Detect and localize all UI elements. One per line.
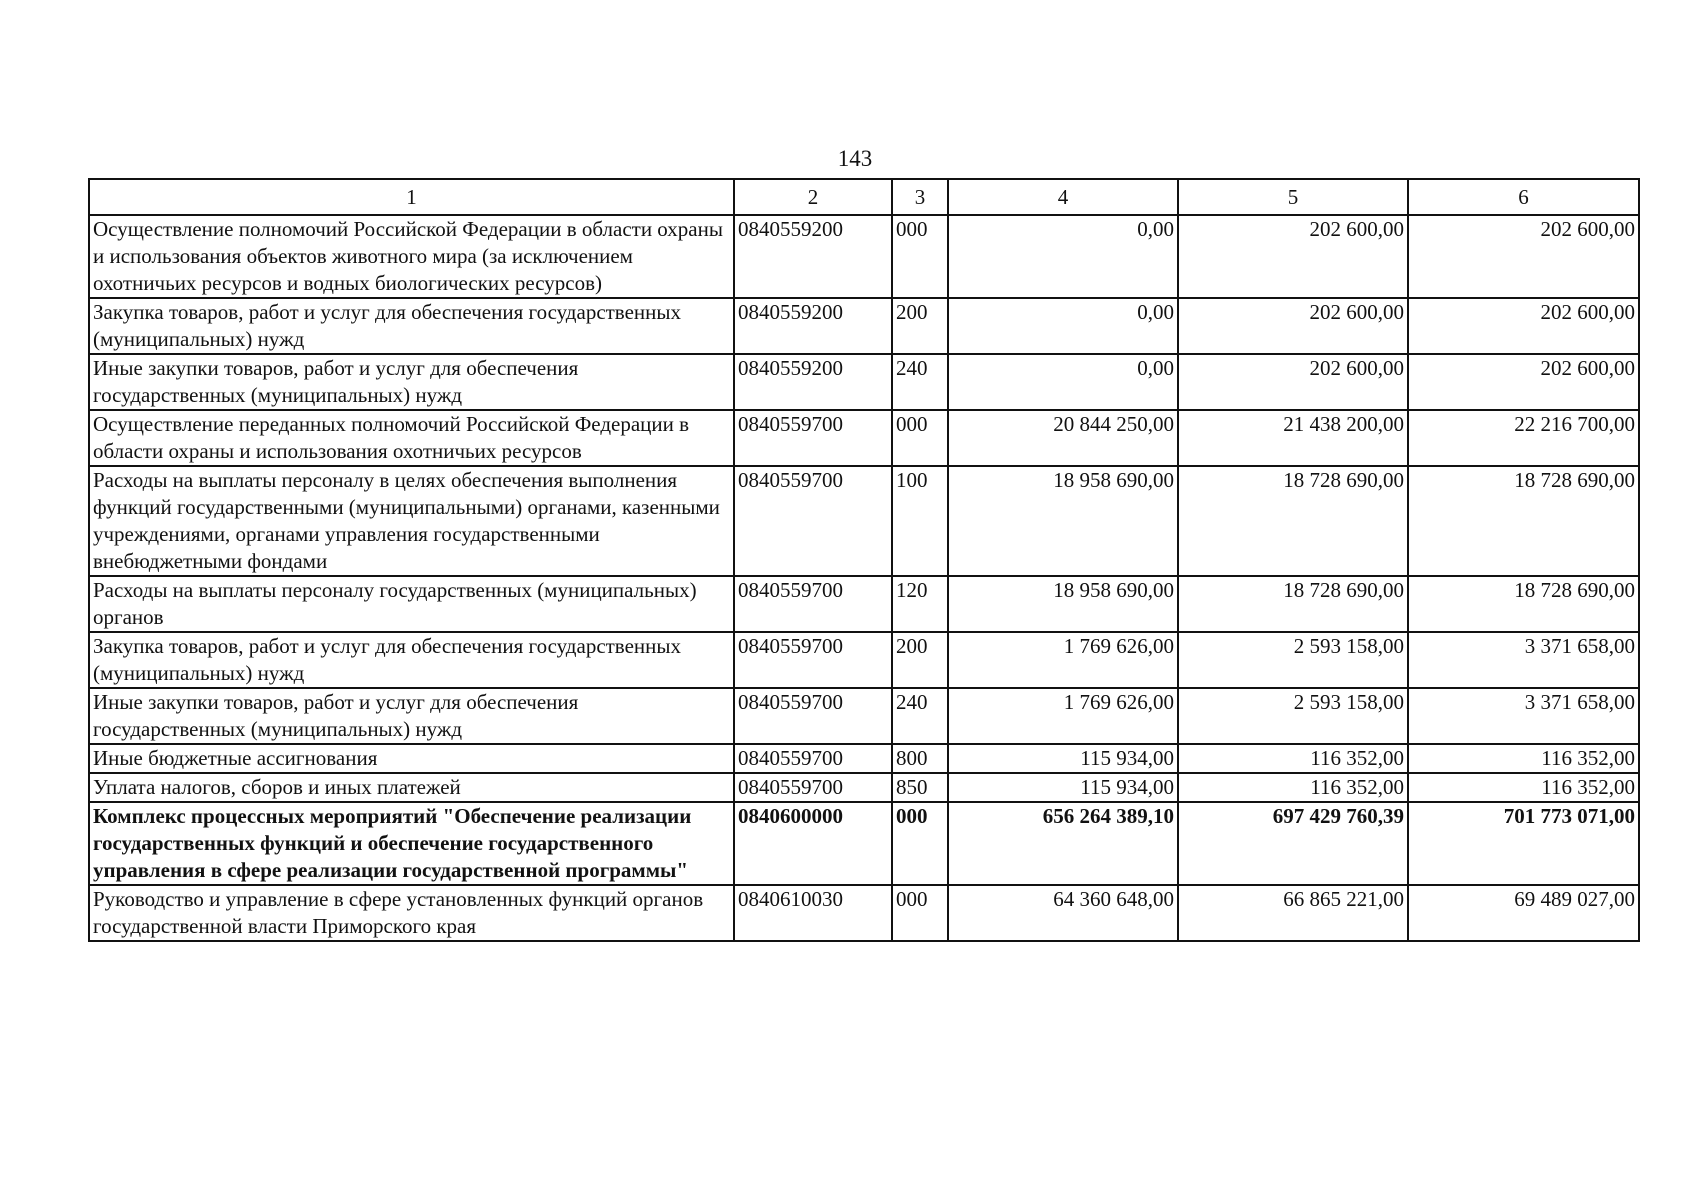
expense-type-cell: 200 — [892, 632, 948, 688]
amount-cell-col5: 116 352,00 — [1178, 744, 1408, 773]
expense-name-cell: Осуществление переданных полномочий Российской Федерации в области охраны и использования охотничьих ресурсов — [89, 410, 734, 466]
amount-cell-col4: 0,00 — [948, 215, 1178, 298]
amount-cell-col6: 69 489 027,00 — [1408, 885, 1639, 941]
table-row — [89, 298, 1639, 354]
amount-cell-col5: 2 593 158,00 — [1178, 632, 1408, 688]
amount-cell-col4: 0,00 — [948, 298, 1178, 354]
expense-type-cell: 800 — [892, 744, 948, 773]
expense-type-cell: 200 — [892, 298, 948, 354]
amount-cell-col6: 701 773 071,00 — [1408, 802, 1639, 885]
expense-type-cell: 000 — [892, 802, 948, 885]
table-row — [89, 632, 1639, 688]
expense-type-cell: 000 — [892, 885, 948, 941]
expense-type-cell: 850 — [892, 773, 948, 802]
amount-cell-col4: 1 769 626,00 — [948, 688, 1178, 744]
amount-cell-col4: 115 934,00 — [948, 744, 1178, 773]
amount-cell-col6: 22 216 700,00 — [1408, 410, 1639, 466]
target-code-cell: 0840559700 — [734, 744, 892, 773]
amount-cell-col5: 21 438 200,00 — [1178, 410, 1408, 466]
amount-cell-col4: 1 769 626,00 — [948, 632, 1178, 688]
amount-cell-col5: 2 593 158,00 — [1178, 688, 1408, 744]
target-code-cell: 0840559200 — [734, 298, 892, 354]
amount-cell-col6: 3 371 658,00 — [1408, 688, 1639, 744]
amount-cell-col4: 18 958 690,00 — [948, 576, 1178, 632]
amount-cell-col4: 20 844 250,00 — [948, 410, 1178, 466]
expense-name-cell: Иные бюджетные ассигнования — [89, 744, 734, 773]
page-number: 143 — [837, 146, 873, 171]
amount-cell-col5: 202 600,00 — [1178, 298, 1408, 354]
expense-name-cell: Расходы на выплаты персоналу в целях обеспечения выполнения функций государственными (муниципальными) органами, казенными учреждениями, органами управления государственными внебюджетными фондами — [89, 466, 734, 576]
amount-cell-col4: 64 360 648,00 — [948, 885, 1178, 941]
table-row — [89, 688, 1639, 744]
target-code-cell: 0840559700 — [734, 410, 892, 466]
expense-name-cell: Иные закупки товаров, работ и услуг для обеспечения государственных (муниципальных) нужд — [89, 688, 734, 744]
table-row — [89, 802, 1639, 885]
expense-type-cell: 120 — [892, 576, 948, 632]
amount-cell-col5: 202 600,00 — [1178, 215, 1408, 298]
column-header-1: 1 — [89, 179, 734, 215]
column-header-2: 2 — [734, 179, 892, 215]
table-row — [89, 773, 1639, 802]
amount-cell-col5: 116 352,00 — [1178, 773, 1408, 802]
amount-cell-col5: 66 865 221,00 — [1178, 885, 1408, 941]
amount-cell-col6: 3 371 658,00 — [1408, 632, 1639, 688]
amount-cell-col6: 116 352,00 — [1408, 744, 1639, 773]
amount-cell-col5: 18 728 690,00 — [1178, 576, 1408, 632]
target-code-cell: 0840559700 — [734, 576, 892, 632]
amount-cell-col6: 116 352,00 — [1408, 773, 1639, 802]
table-row — [89, 466, 1639, 576]
table-row — [89, 885, 1639, 941]
amount-cell-col4: 115 934,00 — [948, 773, 1178, 802]
target-code-cell: 0840559700 — [734, 632, 892, 688]
expense-type-cell: 240 — [892, 688, 948, 744]
expense-type-cell: 240 — [892, 354, 948, 410]
table-row — [89, 410, 1639, 466]
expense-type-cell: 100 — [892, 466, 948, 576]
amount-cell-col5: 202 600,00 — [1178, 354, 1408, 410]
expense-name-cell: Закупка товаров, работ и услуг для обеспечения государственных (муниципальных) нужд — [89, 632, 734, 688]
expense-type-cell: 000 — [892, 215, 948, 298]
table-row — [89, 744, 1639, 773]
amount-cell-col6: 202 600,00 — [1408, 215, 1639, 298]
target-code-cell: 0840559200 — [734, 354, 892, 410]
amount-cell-col4: 656 264 389,10 — [948, 802, 1178, 885]
target-code-cell: 0840559200 — [734, 215, 892, 298]
expense-name-cell: Руководство и управление в сфере установленных функций органов государственной власти Приморского края — [89, 885, 734, 941]
amount-cell-col4: 0,00 — [948, 354, 1178, 410]
expense-name-cell: Осуществление полномочий Российской Федерации в области охраны и использования объектов животного мира (за исключением охотничьих ресурсов и водных биологических ресурсов) — [89, 215, 734, 298]
table-row — [89, 576, 1639, 632]
column-header-5: 5 — [1178, 179, 1408, 215]
expense-name-cell: Расходы на выплаты персоналу государственных (муниципальных) органов — [89, 576, 734, 632]
header-row — [89, 179, 1639, 215]
target-code-cell: 0840559700 — [734, 466, 892, 576]
amount-cell-col6: 202 600,00 — [1408, 354, 1639, 410]
expense-type-cell: 000 — [892, 410, 948, 466]
amount-cell-col5: 697 429 760,39 — [1178, 802, 1408, 885]
table-body — [89, 215, 1639, 941]
target-code-cell: 0840559700 — [734, 773, 892, 802]
expense-name-cell: Комплекс процессных мероприятий "Обеспечение реализации государственных функций и обеспечение государственного управления в сфере реализации государственной программы" — [89, 802, 734, 885]
budget-table — [88, 178, 1640, 942]
amount-cell-col4: 18 958 690,00 — [948, 466, 1178, 576]
amount-cell-col5: 18 728 690,00 — [1178, 466, 1408, 576]
expense-name-cell: Иные закупки товаров, работ и услуг для обеспечения государственных (муниципальных) нужд — [89, 354, 734, 410]
target-code-cell: 0840600000 — [734, 802, 892, 885]
target-code-cell: 0840610030 — [734, 885, 892, 941]
column-header-6: 6 — [1408, 179, 1639, 215]
column-header-3: 3 — [892, 179, 948, 215]
table-row — [89, 215, 1639, 298]
amount-cell-col6: 18 728 690,00 — [1408, 576, 1639, 632]
amount-cell-col6: 202 600,00 — [1408, 298, 1639, 354]
expense-name-cell: Уплата налогов, сборов и иных платежей — [89, 773, 734, 802]
amount-cell-col6: 18 728 690,00 — [1408, 466, 1639, 576]
target-code-cell: 0840559700 — [734, 688, 892, 744]
column-header-4: 4 — [948, 179, 1178, 215]
expense-name-cell: Закупка товаров, работ и услуг для обеспечения государственных (муниципальных) нужд — [89, 298, 734, 354]
table-row — [89, 354, 1639, 410]
